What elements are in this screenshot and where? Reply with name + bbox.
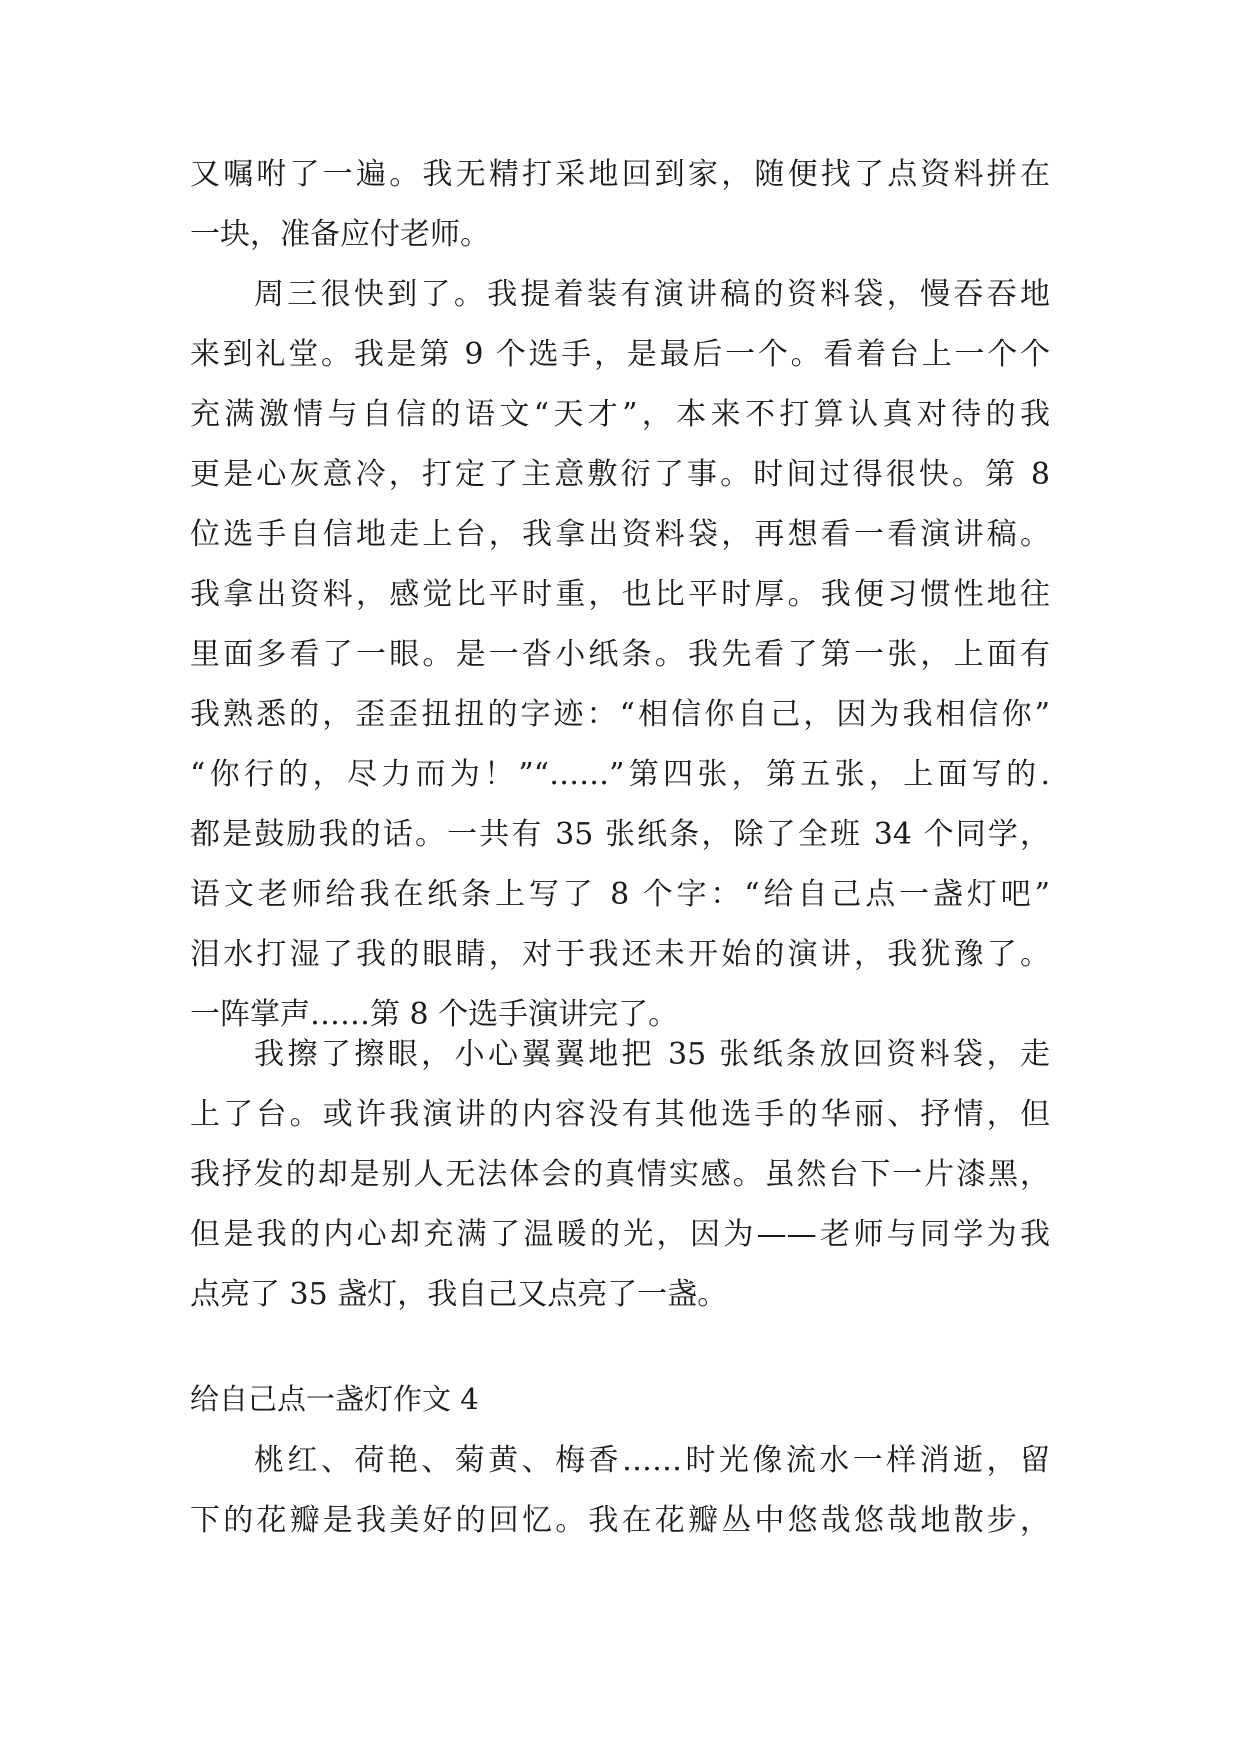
text-line: 语文老师给我在纸条上写了 8 个字：“给自己点一盏灯吧” xyxy=(190,877,1050,912)
text-line: 更是心灰意冷，打定了主意敷衍了事。时间过得很快。第 8 xyxy=(190,457,1050,492)
text-line: 周三很快到了。我提着装有演讲稿的资料袋，慢吞吞地 xyxy=(254,277,1050,312)
text-line: 我抒发的却是别人无法体会的真情实感。虽然台下一片漆黑， xyxy=(190,1157,1050,1192)
text-line: 来到礼堂。我是第 9 个选手，是最后一个。看着台上一个个 xyxy=(190,337,1050,372)
text-line: 点亮了 35 盏灯，我自己又点亮了一盏。 xyxy=(190,1277,728,1312)
section-heading: 给自己点一盏灯作文 4 xyxy=(190,1382,479,1416)
text-line: 但是我的内心却充满了温暖的光，因为——老师与同学为我 xyxy=(190,1217,1050,1252)
text-line: 里面多看了一眼。是一沓小纸条。我先看了第一张，上面有 xyxy=(190,637,1050,672)
paragraph-3 xyxy=(190,1025,1050,1325)
text-line: 泪水打湿了我的眼睛，对于我还未开始的演讲，我犹豫了。 xyxy=(190,937,1050,972)
paragraph-4 xyxy=(190,1431,1050,1551)
text-line: “你行的，尽力而为！”“……”第四张，第五张，上面写的. xyxy=(190,757,1050,792)
text-line: 我熟悉的，歪歪扭扭的字迹：“相信你自己，因为我相信你” xyxy=(190,697,1050,732)
paragraph-1 xyxy=(190,145,1050,265)
text-line: 桃红、荷艳、菊黄、梅香……时光像流水一样消逝，留 xyxy=(254,1443,1050,1478)
text-line: 位选手自信地走上台，我拿出资料袋，再想看一看演讲稿。 xyxy=(190,517,1050,552)
text-line: 下的花瓣是我美好的回忆。我在花瓣丛中悠哉悠哉地散步， xyxy=(190,1503,1050,1538)
paragraph-2 xyxy=(190,265,1050,1045)
text-line: 我擦了擦眼，小心翼翼地把 35 张纸条放回资料袋，走 xyxy=(254,1037,1050,1072)
text-line: 一阵掌声……第 8 个选手演讲完了。 xyxy=(190,997,679,1032)
text-line: 都是鼓励我的话。一共有 35 张纸条，除了全班 34 个同学， xyxy=(190,817,1050,852)
text-line: 又嘱咐了一遍。我无精打采地回到家，随便找了点资料拼在 xyxy=(190,157,1050,192)
text-line: 上了台。或许我演讲的内容没有其他选手的华丽、抒情，但 xyxy=(190,1097,1050,1132)
text-line: 充满激情与自信的语文“天才”，本来不打算认真对待的我 xyxy=(190,397,1050,432)
text-line: 我拿出资料，感觉比平时重，也比平时厚。我便习惯性地往 xyxy=(190,577,1050,612)
text-line: 一块，准备应付老师。 xyxy=(190,217,490,252)
